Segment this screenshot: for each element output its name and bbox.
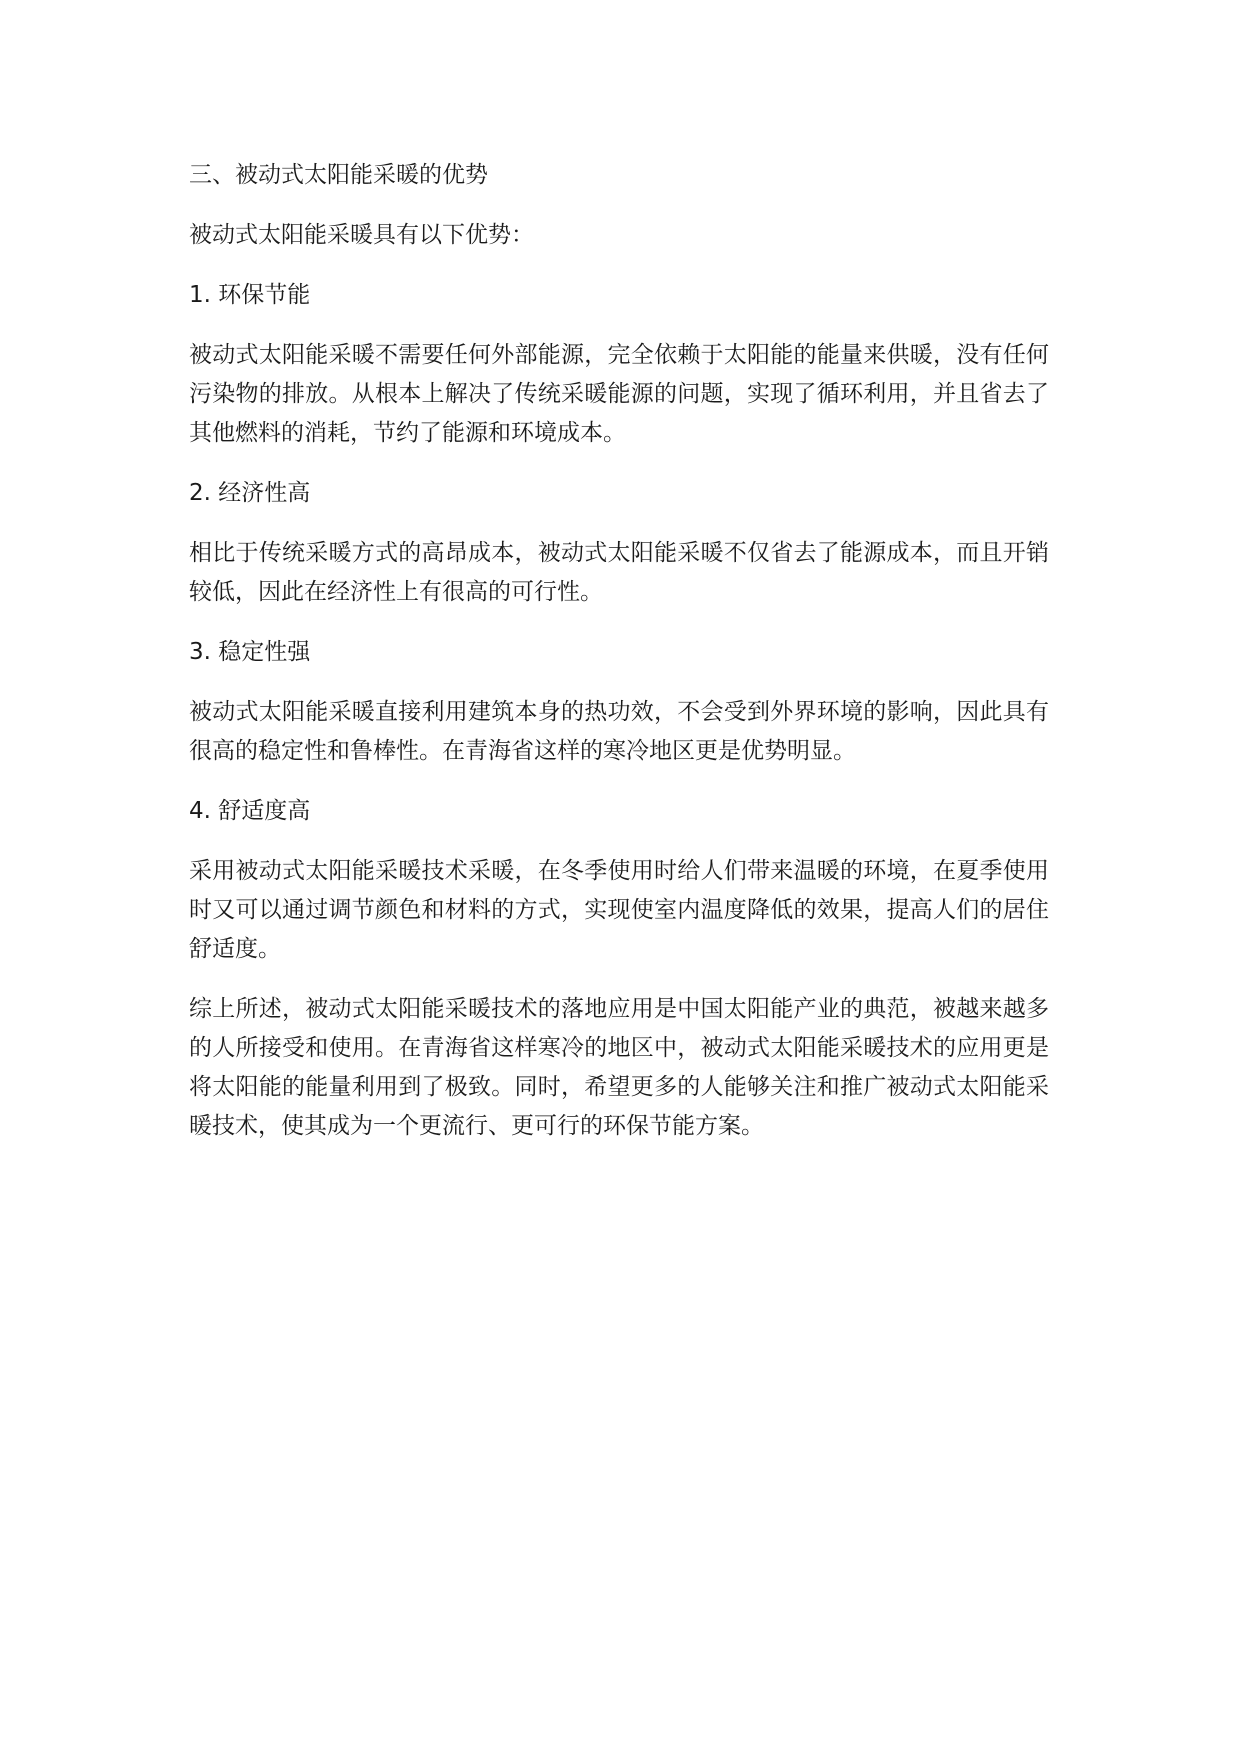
document-body xyxy=(189,156,1049,1167)
item-body-1: 被动式太阳能采暖不需要任何外部能源，完全依赖于太阳能的能量来供暖，没有任何污染物的排放。从根本上解决了传统采暖能源的问题，实现了循环利用，并且省去了其他燃料的消耗，节约了能源和环境成本。 xyxy=(189,342,1049,446)
item-heading-3: 3. 稳定性强 xyxy=(189,639,311,665)
conclusion-paragraph: 综上所述，被动式太阳能采暖技术的落地应用是中国太阳能产业的典范，被越来越多的人所接受和使用。在青海省这样寒冷的地区中，被动式太阳能采暖技术的应用更是将太阳能的能量利用到了极致。同时，希望更多的人能够关注和推广被动式太阳能采暖技术，使其成为一个更流行、更可行的环保节能方案。 xyxy=(189,996,1049,1139)
item-body-4: 采用被动式太阳能采暖技术采暖，在冬季使用时给人们带来温暖的环境，在夏季使用时又可以通过调节颜色和材料的方式，实现使室内温度降低的效果，提高人们的居住舒适度。 xyxy=(189,858,1049,962)
item-body-3: 被动式太阳能采暖直接利用建筑本身的热功效，不会受到外界环境的影响，因此具有很高的稳定性和鲁棒性。在青海省这样的寒冷地区更是优势明显。 xyxy=(189,699,1049,764)
item-heading-4: 4. 舒适度高 xyxy=(189,798,311,824)
intro-paragraph: 被动式太阳能采暖具有以下优势： xyxy=(189,222,534,248)
item-body-2: 相比于传统采暖方式的高昂成本，被动式太阳能采暖不仅省去了能源成本，而且开销较低，因此在经济性上有很高的可行性。 xyxy=(189,540,1049,605)
item-heading-1: 1. 环保节能 xyxy=(189,282,311,308)
section-title: 三、被动式太阳能采暖的优势 xyxy=(189,162,488,188)
item-heading-2: 2. 经济性高 xyxy=(189,480,311,506)
